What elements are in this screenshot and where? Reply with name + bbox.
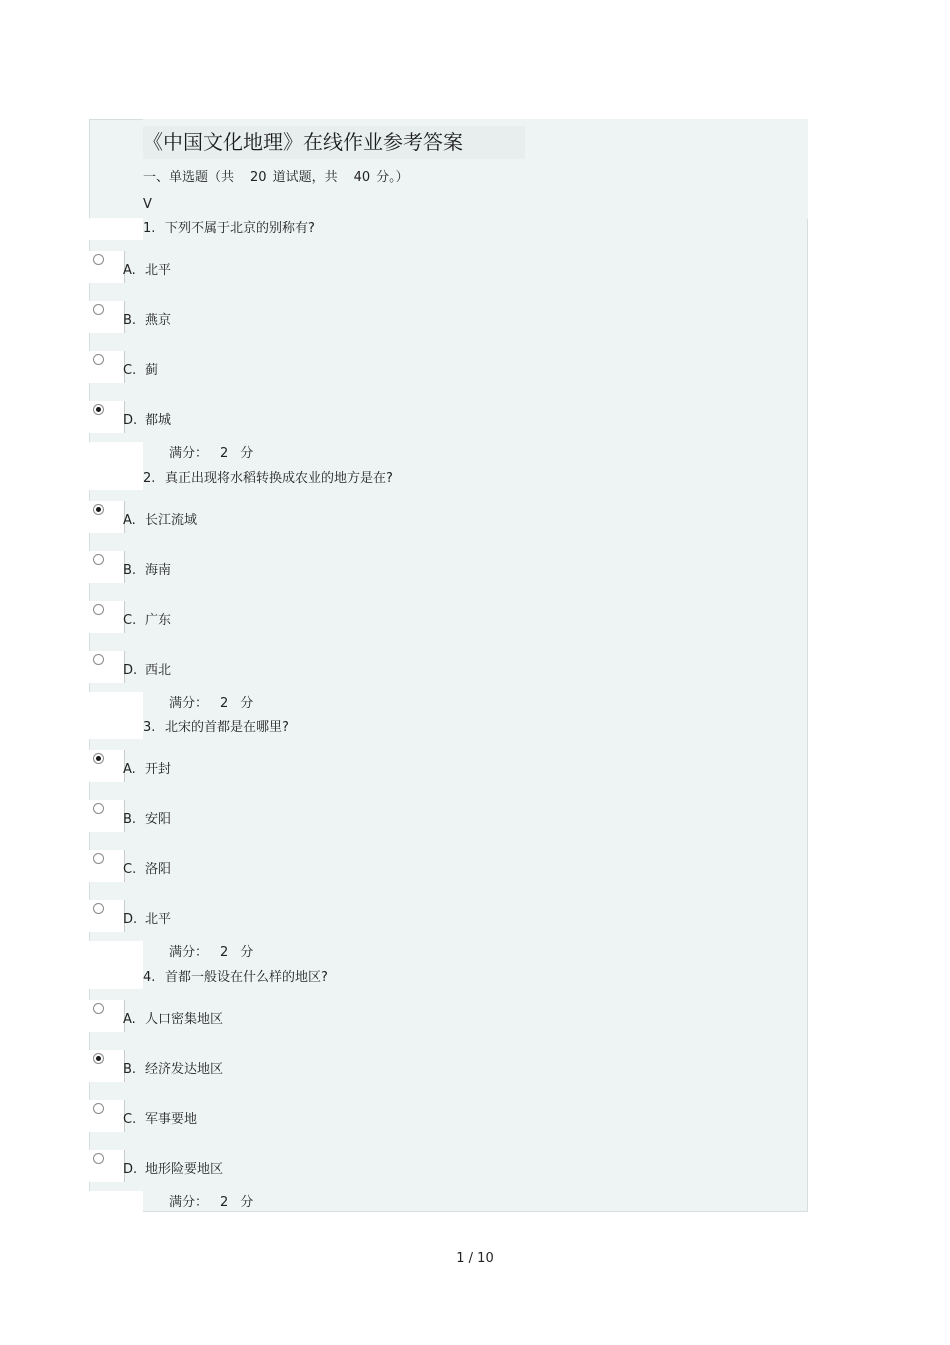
option-box bbox=[89, 1150, 125, 1182]
option-letter: A. bbox=[123, 1012, 136, 1027]
option-box bbox=[89, 251, 125, 283]
score-value: 2 bbox=[220, 1195, 229, 1210]
option-text: 地形险要地区 bbox=[145, 1162, 224, 1177]
option-letter: C. bbox=[123, 862, 137, 877]
section-suffix: 分。） bbox=[376, 170, 409, 185]
option-box bbox=[89, 750, 125, 782]
option-text: 军事要地 bbox=[145, 1112, 198, 1127]
option-label[interactable] bbox=[123, 662, 171, 680]
option-text: 广东 bbox=[145, 613, 172, 628]
score-unit: 分 bbox=[240, 1195, 254, 1210]
question-3 bbox=[143, 719, 289, 737]
question-gap bbox=[89, 468, 143, 490]
option-box bbox=[89, 301, 125, 333]
score-unit: 分 bbox=[240, 945, 254, 960]
score-unit: 分 bbox=[240, 446, 254, 461]
option-text: 北平 bbox=[145, 912, 172, 927]
option-text: 安阳 bbox=[145, 812, 172, 827]
question-number: 4. bbox=[143, 970, 156, 985]
score-label: 满分： bbox=[169, 696, 209, 711]
radio-button[interactable] bbox=[93, 1003, 104, 1014]
option-text: 西北 bbox=[145, 663, 172, 678]
option-box bbox=[89, 800, 125, 832]
option-box bbox=[89, 1050, 125, 1082]
option-label[interactable] bbox=[123, 861, 171, 879]
question-text: 下列不属于北京的别称有? bbox=[165, 221, 315, 236]
option-letter: C. bbox=[123, 363, 137, 378]
radio-button[interactable] bbox=[93, 304, 104, 315]
radio-button[interactable] bbox=[93, 604, 104, 615]
option-label[interactable] bbox=[123, 1161, 223, 1179]
option-box bbox=[89, 601, 125, 633]
option-label[interactable] bbox=[123, 612, 171, 630]
total-points: 40 bbox=[353, 170, 371, 185]
radio-button[interactable] bbox=[93, 554, 104, 565]
question-gap bbox=[89, 218, 143, 240]
option-label[interactable] bbox=[123, 811, 171, 829]
option-box bbox=[89, 351, 125, 383]
option-box bbox=[89, 1000, 125, 1032]
option-letter: C. bbox=[123, 1112, 137, 1127]
option-text: 蓟 bbox=[145, 363, 159, 378]
option-letter: B. bbox=[123, 812, 137, 827]
option-letter: D. bbox=[123, 413, 138, 428]
quiz-panel bbox=[89, 119, 808, 1212]
option-letter: B. bbox=[123, 1062, 137, 1077]
option-letter: B. bbox=[123, 563, 137, 578]
page-title: 《中国文化地理》在线作业参考答案 bbox=[143, 126, 525, 159]
score-value: 2 bbox=[220, 696, 229, 711]
option-label[interactable] bbox=[123, 1011, 223, 1029]
radio-button[interactable] bbox=[93, 404, 104, 415]
option-letter: A. bbox=[123, 513, 136, 528]
radio-button[interactable] bbox=[93, 654, 104, 665]
option-box bbox=[89, 1100, 125, 1132]
score-label: 满分： bbox=[169, 945, 209, 960]
question-gap bbox=[89, 967, 143, 989]
option-label[interactable] bbox=[123, 911, 171, 929]
radio-button[interactable] bbox=[93, 803, 104, 814]
option-text: 开封 bbox=[145, 762, 172, 777]
option-box bbox=[89, 900, 125, 932]
radio-button[interactable] bbox=[93, 1053, 104, 1064]
score-label: 满分： bbox=[169, 446, 209, 461]
radio-button[interactable] bbox=[93, 1153, 104, 1164]
question-gap bbox=[89, 717, 143, 739]
page-number: 1 / 10 bbox=[456, 1251, 494, 1266]
section-heading bbox=[143, 168, 409, 188]
score-line bbox=[169, 695, 253, 713]
question-1 bbox=[143, 220, 315, 238]
v-mark: V bbox=[143, 197, 152, 212]
radio-button[interactable] bbox=[93, 1103, 104, 1114]
score-line bbox=[169, 944, 253, 962]
option-letter: A. bbox=[123, 762, 136, 777]
option-label[interactable] bbox=[123, 312, 171, 330]
question-number: 1. bbox=[143, 221, 156, 236]
question-text: 首都一般设在什么样的地区? bbox=[165, 970, 328, 985]
option-box bbox=[89, 651, 125, 683]
question-text: 真正出现将水稻转换成农业的地方是在? bbox=[165, 471, 393, 486]
option-letter: D. bbox=[123, 912, 138, 927]
radio-button[interactable] bbox=[93, 504, 104, 515]
option-label[interactable] bbox=[123, 512, 197, 530]
option-label[interactable] bbox=[123, 262, 171, 280]
option-text: 经济发达地区 bbox=[145, 1062, 224, 1077]
score-value: 2 bbox=[220, 446, 229, 461]
question-number: 2. bbox=[143, 471, 156, 486]
score-gap bbox=[89, 1191, 143, 1231]
option-label[interactable] bbox=[123, 761, 171, 779]
option-text: 长江流域 bbox=[145, 513, 198, 528]
option-label[interactable] bbox=[123, 562, 171, 580]
question-text: 北宋的首都是在哪里? bbox=[165, 720, 289, 735]
section-mid: 道试题，共 bbox=[272, 170, 338, 185]
option-text: 人口密集地区 bbox=[145, 1012, 224, 1027]
option-letter: A. bbox=[123, 263, 136, 278]
score-unit: 分 bbox=[240, 696, 254, 711]
radio-button[interactable] bbox=[93, 903, 104, 914]
section-prefix: 一、单选题（共 bbox=[143, 170, 235, 185]
radio-button[interactable] bbox=[93, 354, 104, 365]
option-label[interactable] bbox=[123, 412, 171, 430]
radio-button[interactable] bbox=[93, 753, 104, 764]
score-line bbox=[169, 445, 253, 463]
score-value: 2 bbox=[220, 945, 229, 960]
score-label: 满分： bbox=[169, 1195, 209, 1210]
option-letter: C. bbox=[123, 613, 137, 628]
option-box bbox=[89, 850, 125, 882]
option-text: 燕京 bbox=[145, 313, 172, 328]
question-number: 3. bbox=[143, 720, 156, 735]
option-box bbox=[89, 401, 125, 433]
option-letter: B. bbox=[123, 313, 137, 328]
question-4 bbox=[143, 969, 328, 987]
option-text: 都城 bbox=[145, 413, 172, 428]
option-box bbox=[89, 501, 125, 533]
score-line bbox=[169, 1194, 253, 1212]
option-label[interactable] bbox=[123, 1061, 223, 1079]
option-text: 海南 bbox=[145, 563, 172, 578]
question-count: 20 bbox=[250, 170, 267, 185]
radio-button[interactable] bbox=[93, 254, 104, 265]
option-letter: D. bbox=[123, 663, 138, 678]
option-label[interactable] bbox=[123, 1111, 197, 1129]
option-text: 洛阳 bbox=[145, 862, 172, 877]
question-2 bbox=[143, 470, 393, 488]
option-text: 北平 bbox=[145, 263, 172, 278]
option-label[interactable] bbox=[123, 362, 158, 380]
radio-button[interactable] bbox=[93, 853, 104, 864]
option-letter: D. bbox=[123, 1162, 138, 1177]
option-box bbox=[89, 551, 125, 583]
